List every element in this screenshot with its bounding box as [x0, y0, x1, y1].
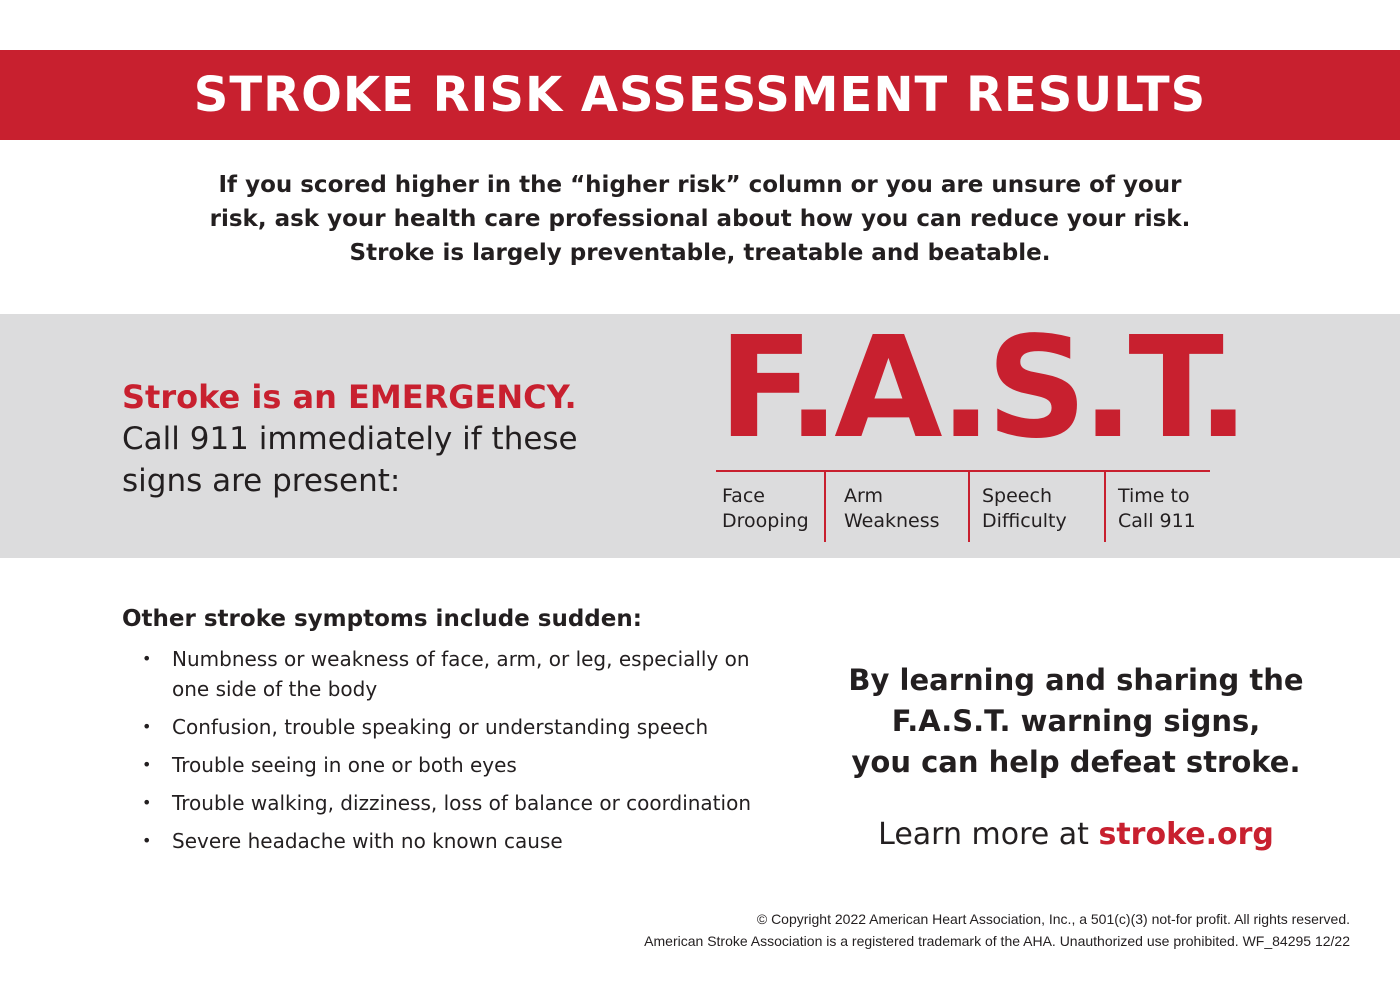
fast-label: Drooping: [722, 510, 809, 532]
title-banner: [0, 50, 1400, 140]
emergency-headline: Stroke is an EMERGENCY.: [122, 378, 577, 416]
symptom-text: Trouble walking, dizziness, loss of balance or coordination: [172, 791, 751, 815]
fast-logo: [716, 307, 1244, 546]
copyright-line-1: © Copyright 2022 American Heart Association, Inc., a 501(c)(3) not-for profit. All rights reserved.: [756, 911, 1350, 927]
copyright-line-2: American Stroke Association is a registered trademark of the AHA. Unauthorized use prohibited. WF_84295 12/22: [644, 933, 1350, 949]
fast-column-arm: [824, 472, 968, 542]
intro-line-3: Stroke is largely preventable, treatable and beatable.: [349, 240, 1051, 266]
fast-label: Call 911: [1118, 510, 1196, 532]
list-item: [122, 750, 782, 780]
list-item: [122, 644, 782, 704]
list-item: [122, 826, 782, 856]
fast-column-speech: [968, 472, 1104, 542]
symptoms-list: [122, 644, 782, 856]
symptoms-section: [122, 602, 782, 864]
fast-label: Face: [722, 485, 765, 507]
list-item: [122, 788, 782, 818]
bullet-icon: •: [142, 831, 152, 850]
cta-message: [830, 660, 1322, 783]
stroke-org-link[interactable]: stroke.org: [1098, 817, 1274, 852]
cta-line-2: F.A.S.T. warning signs,: [891, 704, 1261, 738]
emergency-message: [122, 376, 682, 502]
call-to-action: [830, 660, 1322, 855]
fast-label: Speech: [982, 485, 1052, 507]
page-title: STROKE RISK ASSESSMENT RESULTS: [193, 67, 1207, 123]
bullet-icon: •: [142, 793, 152, 812]
bullet-icon: •: [142, 717, 152, 736]
fast-columns: [716, 472, 1210, 542]
bullet-icon: •: [142, 755, 152, 774]
symptoms-heading: Other stroke symptoms include sudden:: [122, 606, 642, 632]
list-item: [122, 712, 782, 742]
symptom-text: Severe headache with no known cause: [172, 829, 563, 853]
fast-column-time: [1104, 472, 1210, 542]
fast-label: Time to: [1118, 485, 1190, 507]
intro-text: [150, 168, 1250, 270]
fast-label: Difficulty: [982, 510, 1067, 532]
fast-column-face: [716, 472, 824, 542]
fast-acronym: F.A.S.T.: [718, 307, 1244, 470]
emergency-line-1: Call 911 immediately if these: [122, 421, 578, 457]
emergency-line-2: signs are present:: [122, 463, 401, 499]
cta-line-3: you can help defeat stroke.: [851, 745, 1301, 779]
fast-label: Weakness: [844, 510, 940, 532]
symptom-text: Numbness or weakness of face, arm, or leg, especially on one side of the body: [172, 647, 750, 701]
intro-line-1: If you scored higher in the “higher risk” column or you are unsure of your: [218, 172, 1182, 198]
cta-line-1: By learning and sharing the: [848, 663, 1304, 697]
fast-label: Arm: [844, 485, 883, 507]
learn-more-prefix: Learn more at: [878, 817, 1099, 852]
symptom-text: Trouble seeing in one or both eyes: [172, 753, 517, 777]
copyright-notice: [450, 908, 1350, 952]
symptom-text: Confusion, trouble speaking or understanding speech: [172, 715, 709, 739]
intro-line-2: risk, ask your health care professional about how you can reduce your risk.: [209, 206, 1191, 232]
learn-more: [830, 815, 1322, 855]
bullet-icon: •: [142, 649, 152, 668]
